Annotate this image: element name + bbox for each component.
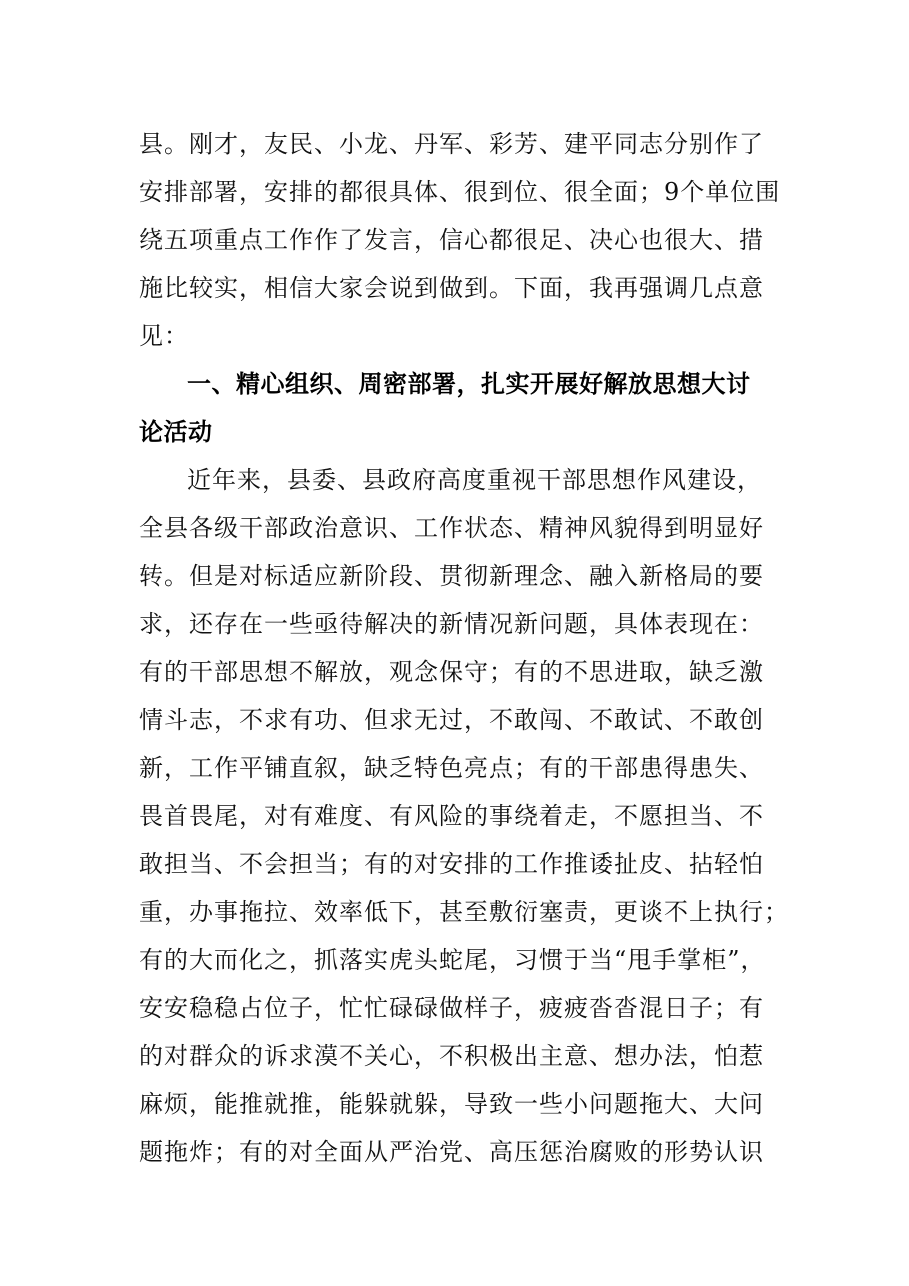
paragraph-line: 近年来，县委、县政府高度重视干部思想作风建设， xyxy=(187,466,762,494)
paragraph-line: 绕五项重点工作作了发言，信心都很足、决心也很大、措 xyxy=(139,226,764,254)
section-heading: 一、精心组织、周密部署，扎实开展好解放思想大讨 xyxy=(187,370,751,398)
paragraph-line: 情斗志，不求有功、但求无过，不敢闯、不敢试、不敢创 xyxy=(139,706,764,734)
paragraph-line: 畏首畏尾，对有难度、有风险的事绕着走，不愿担当、不 xyxy=(139,802,764,830)
paragraph-line: 安排部署，安排的都很具体、很到位、很全面；9个单位围 xyxy=(139,178,781,206)
paragraph-line: 求，还存在一些亟待解决的新情况新问题，具体表现在： xyxy=(139,610,764,638)
paragraph-line: 转。但是对标适应新阶段、贯彻新理念、融入新格局的要 xyxy=(139,562,764,590)
paragraph-line: 县。刚才，友民、小龙、丹军、彩芳、建平同志分别作了 xyxy=(139,130,764,158)
paragraph-line: 重，办事拖拉、效率低下，甚至敷衍塞责，更谈不上执行； xyxy=(139,898,789,926)
paragraph-line: 安安稳稳占位子，忙忙碌碌做样子，疲疲沓沓混日子；有 xyxy=(139,994,764,1022)
section-heading: 论活动 xyxy=(139,418,213,446)
paragraph-line: 有的干部思想不解放，观念保守；有的不思进取，缺乏激 xyxy=(139,658,764,686)
paragraph-line: 施比较实，相信大家会说到做到。下面，我再强调几点意 xyxy=(139,274,764,302)
paragraph-line: 的对群众的诉求漠不关心，不积极出主意、想办法，怕惹 xyxy=(139,1042,764,1070)
paragraph-line: 见： xyxy=(139,322,189,350)
paragraph-line: 麻烦，能推就推，能躲就躲，导致一些小问题拖大、大问 xyxy=(139,1090,764,1118)
paragraph-line: 敢担当、不会担当；有的对安排的工作推诿扯皮、拈轻怕 xyxy=(139,850,764,878)
paragraph-line: 题拖炸；有的对全面从严治党、高压惩治腐败的形势认识 xyxy=(139,1138,764,1166)
paragraph-line: 有的大而化之，抓落实虎头蛇尾，习惯于当“甩手掌柜”， xyxy=(139,946,766,974)
paragraph-line: 全县各级干部政治意识、工作状态、精神风貌得到明显好 xyxy=(139,514,764,542)
paragraph-line: 新，工作平铺直叙，缺乏特色亮点；有的干部患得患失、 xyxy=(139,754,764,782)
